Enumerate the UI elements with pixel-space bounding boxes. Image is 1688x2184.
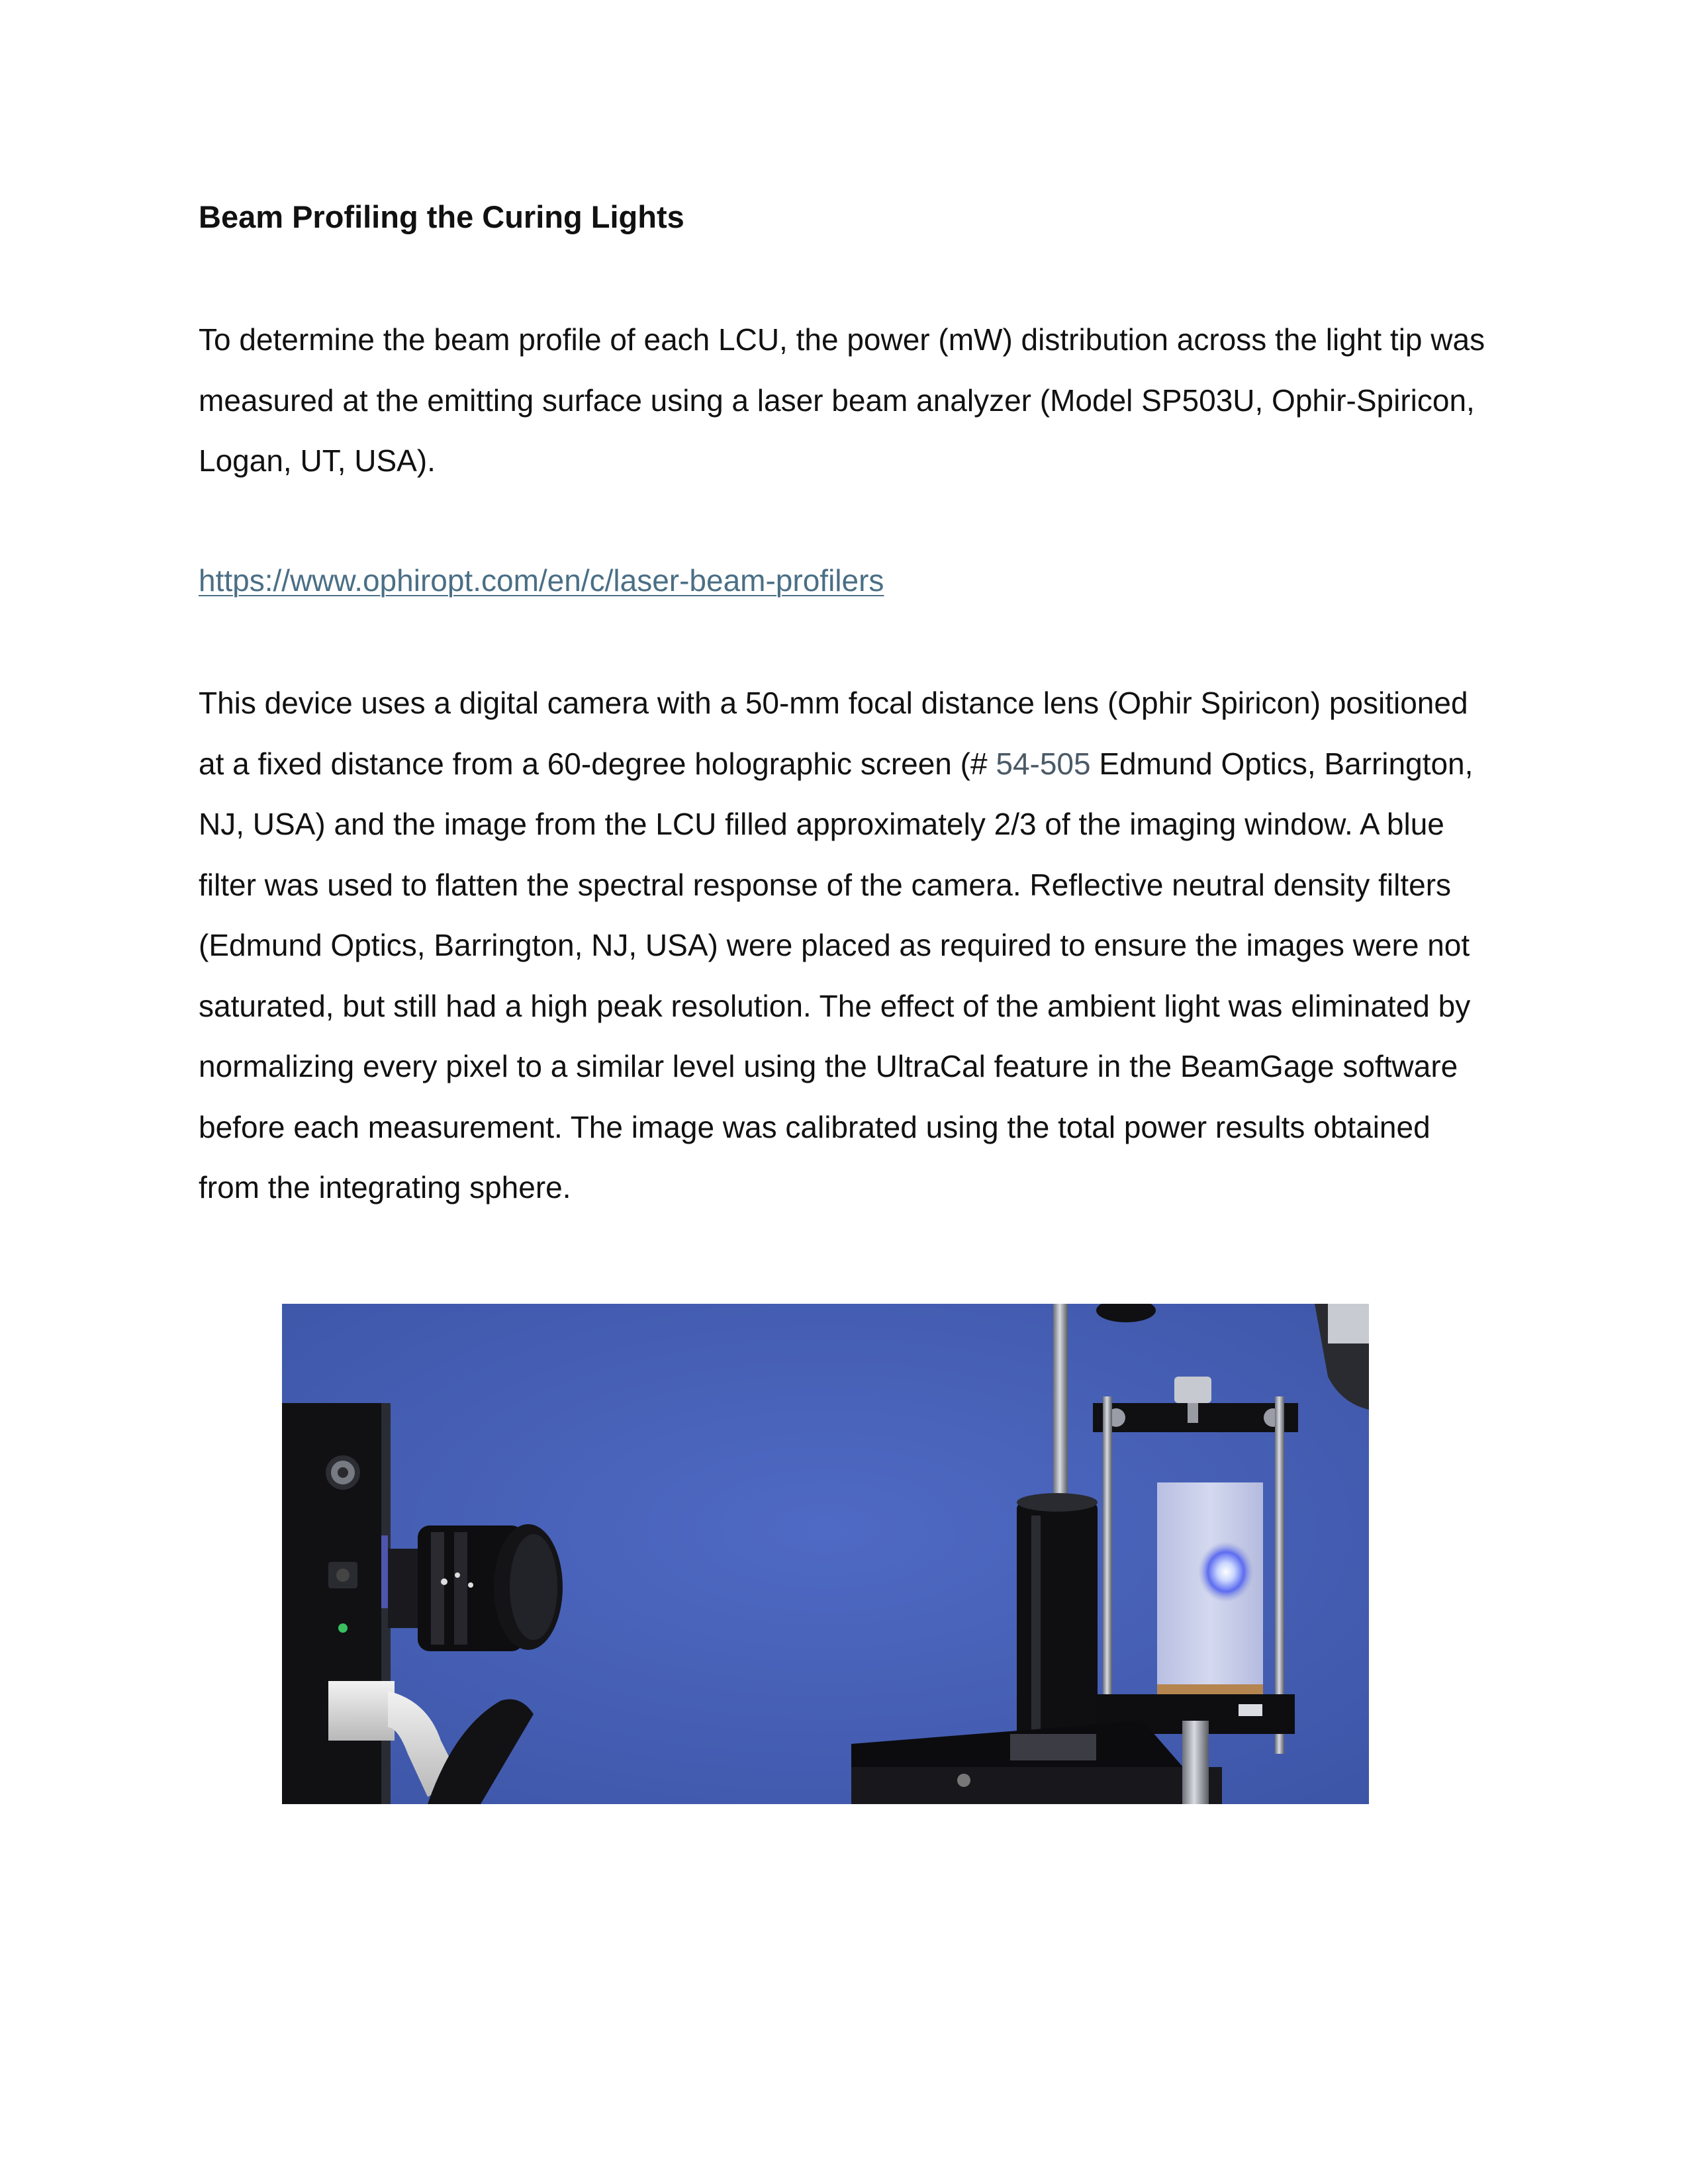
paragraph-text-end: Edmund Optics, Barrington, NJ, USA) and the image from the LCU filled approximately 2/3 of the imaging window. A blue filter was used to flatten the spectral response of the camera. Reflective neutral density filters (Edmund Optics, Barrington, NJ, USA) were placed as required to ensure the images were not saturated, but still had a high peak resolution. The effect of the ambient light was eliminated by normalizing every pixel to a similar level using the UltraCal feature in the BeamGage software before each measurement. The image was calibrated using the total power results obtained from the integrating sphere. — [199, 746, 1474, 1205]
camera-body — [282, 1403, 391, 1804]
beam-analyzer-setup-photo — [282, 1304, 1369, 1804]
paragraph-device-description — [199, 673, 1496, 1218]
paragraph-method-intro: To determine the beam profile of each LCU, the power (mW) distribution across the light tip was measured at the emitting surface using a laser beam analyzer (Model SP503U, Ophir-Spiricon, Logan, UT, USA). — [199, 322, 1485, 478]
beam-profilers-link[interactable]: https://www.ophiropt.com/en/c/laser-beam-profilers — [199, 563, 884, 598]
section-heading: Beam Profiling the Curing Lights — [199, 199, 684, 234]
catalog-number: 54-505 — [996, 746, 1091, 781]
paragraph-text-start: This device uses a digital camera with a 50-mm focal distance lens (Ophir Spiricon) positioned at a fixed distance from a 60-degree holographic screen (# — [199, 686, 1468, 781]
